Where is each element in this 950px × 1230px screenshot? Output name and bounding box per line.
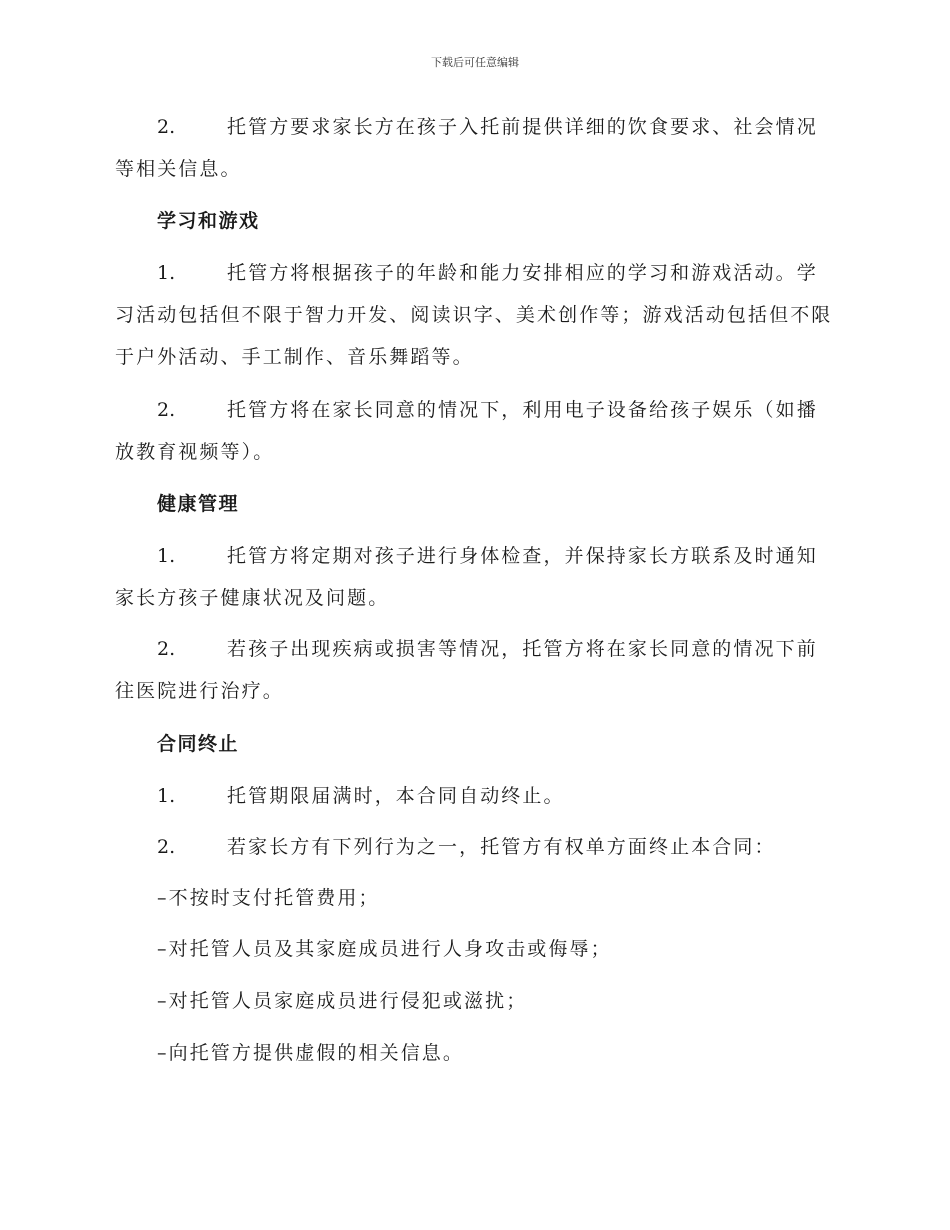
section-title-learning: 学习和游戏 [157, 210, 260, 232]
item-number: 2. [157, 836, 176, 858]
health-item-2 [115, 628, 835, 712]
page-header-note: 下载后可任意编辑 [431, 56, 519, 69]
item-number: 1. [157, 545, 176, 567]
item-number: 2. [157, 399, 176, 421]
intro-paragraph [115, 106, 835, 190]
termination-condition: –对托管人员家庭成员进行侵犯或滋扰； [157, 990, 528, 1012]
item-number: 1. [157, 785, 176, 807]
item-number: 2. [157, 638, 176, 660]
item-text: 托管方将根据孩子的年龄和能力安排相应的学习和游戏活动。学习活动包括但不限于智力开发、阅读识字、美术创作等；游戏活动包括但不限于户外活动、手工制作、音乐舞蹈等。 [115, 262, 833, 368]
item-text: 托管期限届满时，本合同自动终止。 [227, 785, 565, 807]
termination-condition: –不按时支付托管费用； [157, 887, 380, 909]
item-text: 托管方将定期对孩子进行身体检查，并保持家长方联系及时通知家长方孩子健康状况及问题。 [115, 545, 818, 609]
learning-item-1 [115, 252, 835, 378]
learning-item-2 [115, 389, 835, 473]
termination-item-2 [157, 835, 776, 859]
item-number: 1. [157, 262, 176, 284]
item-text: 托管方要求家长方在孩子入托前提供详细的饮食要求、社会情况等相关信息。 [115, 116, 818, 180]
health-item-1 [115, 535, 835, 619]
item-text: 若孩子出现疾病或损害等情况，托管方将在家长同意的情况下前往医院进行治疗。 [115, 638, 818, 702]
termination-item-1 [157, 784, 565, 808]
item-text: 托管方将在家长同意的情况下，利用电子设备给孩子娱乐（如播放教育视频等）。 [115, 399, 818, 463]
section-title-termination: 合同终止 [157, 733, 240, 755]
termination-condition: –向托管方提供虚假的相关信息。 [157, 1042, 465, 1064]
section-title-health: 健康管理 [157, 493, 240, 515]
termination-condition: –对托管人员及其家庭成员进行人身攻击或侮辱； [157, 938, 612, 960]
item-number: 2. [157, 116, 176, 138]
item-text: 若家长方有下列行为之一，托管方有权单方面终止本合同： [227, 836, 776, 858]
